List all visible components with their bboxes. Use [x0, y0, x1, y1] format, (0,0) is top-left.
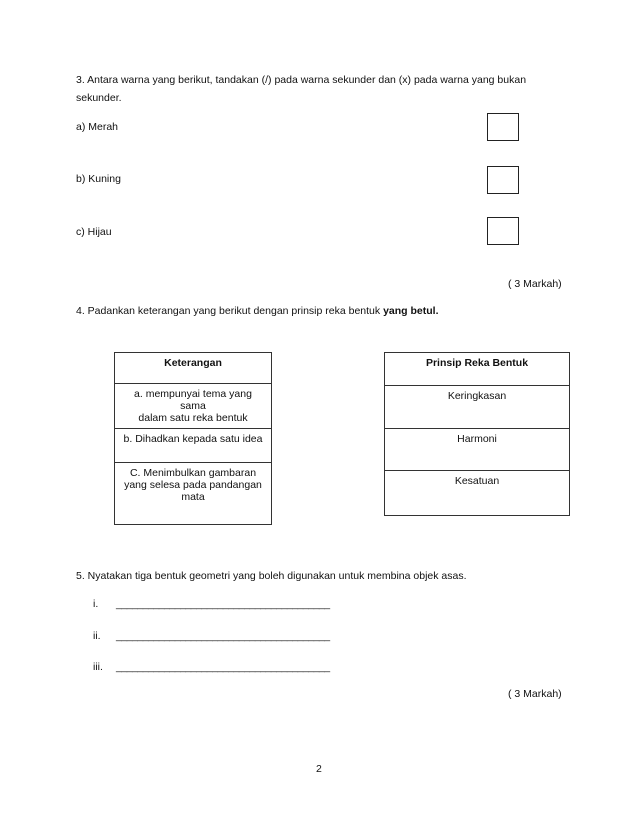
- keterangan-row-a[interactable]: [115, 384, 272, 429]
- keterangan-header: Keterangan: [115, 353, 272, 384]
- keterangan-row-b-line1: b. Dihadkan kepada satu idea: [123, 433, 263, 445]
- q5-answer-line-ii[interactable]: ________________________________________: [116, 630, 330, 642]
- q4-question-text: 4. Padankan keterangan yang berikut dengan prinsip reka bentuk: [76, 305, 384, 317]
- prinsip-row-keringkasan[interactable]: Keringkasan: [385, 386, 570, 429]
- q5-marks: ( 3 Markah): [508, 688, 562, 700]
- prinsip-row-kesatuan[interactable]: Kesatuan: [385, 471, 570, 516]
- keterangan-row-b[interactable]: [115, 429, 272, 463]
- q4-question-emphasis: yang betul.: [383, 305, 439, 317]
- q3-answer-box-a[interactable]: [487, 113, 519, 141]
- q3-question-line2: sekunder.: [76, 92, 122, 104]
- q5-answer-line-iii[interactable]: ________________________________________: [116, 661, 330, 673]
- prinsip-row-harmoni[interactable]: Harmoni: [385, 429, 570, 471]
- q5-question: 5. Nyatakan tiga bentuk geometri yang boleh digunakan untuk membina objek asas.: [76, 570, 467, 582]
- prinsip-header: Prinsip Reka Bentuk: [385, 353, 570, 386]
- keterangan-table: [114, 352, 272, 525]
- q3-question-line1: 3. Antara warna yang berikut, tandakan (/) pada warna sekunder dan (x) pada warna yang bukan: [76, 74, 527, 86]
- prinsip-table: [384, 352, 570, 516]
- q4-question: [76, 305, 439, 317]
- q5-item-ii-label: ii.: [93, 630, 101, 642]
- keterangan-row-c[interactable]: [115, 463, 272, 525]
- q5-item-i-label: i.: [93, 598, 99, 610]
- q3-option-c: c) Hijau: [76, 226, 112, 238]
- keterangan-row-a-line2: dalam satu reka bentuk: [138, 412, 248, 424]
- keterangan-row-a-line1: a. mempunyai tema yang sama: [134, 388, 252, 412]
- keterangan-row-c-line3: mata: [181, 491, 205, 503]
- q3-marks: ( 3 Markah): [508, 278, 562, 290]
- page-number: 2: [316, 763, 322, 775]
- q5-item-iii-label: iii.: [93, 661, 103, 673]
- keterangan-row-c-line2: yang selesa pada pandangan: [124, 479, 262, 491]
- q3-option-a: a) Merah: [76, 121, 119, 133]
- q3-answer-box-b[interactable]: [487, 166, 519, 194]
- q3-option-b: b) Kuning: [76, 173, 121, 185]
- keterangan-row-c-line1: C. Menimbulkan gambaran: [129, 467, 257, 479]
- q3-answer-box-c[interactable]: [487, 217, 519, 245]
- q5-answer-line-i[interactable]: ________________________________________: [116, 598, 330, 610]
